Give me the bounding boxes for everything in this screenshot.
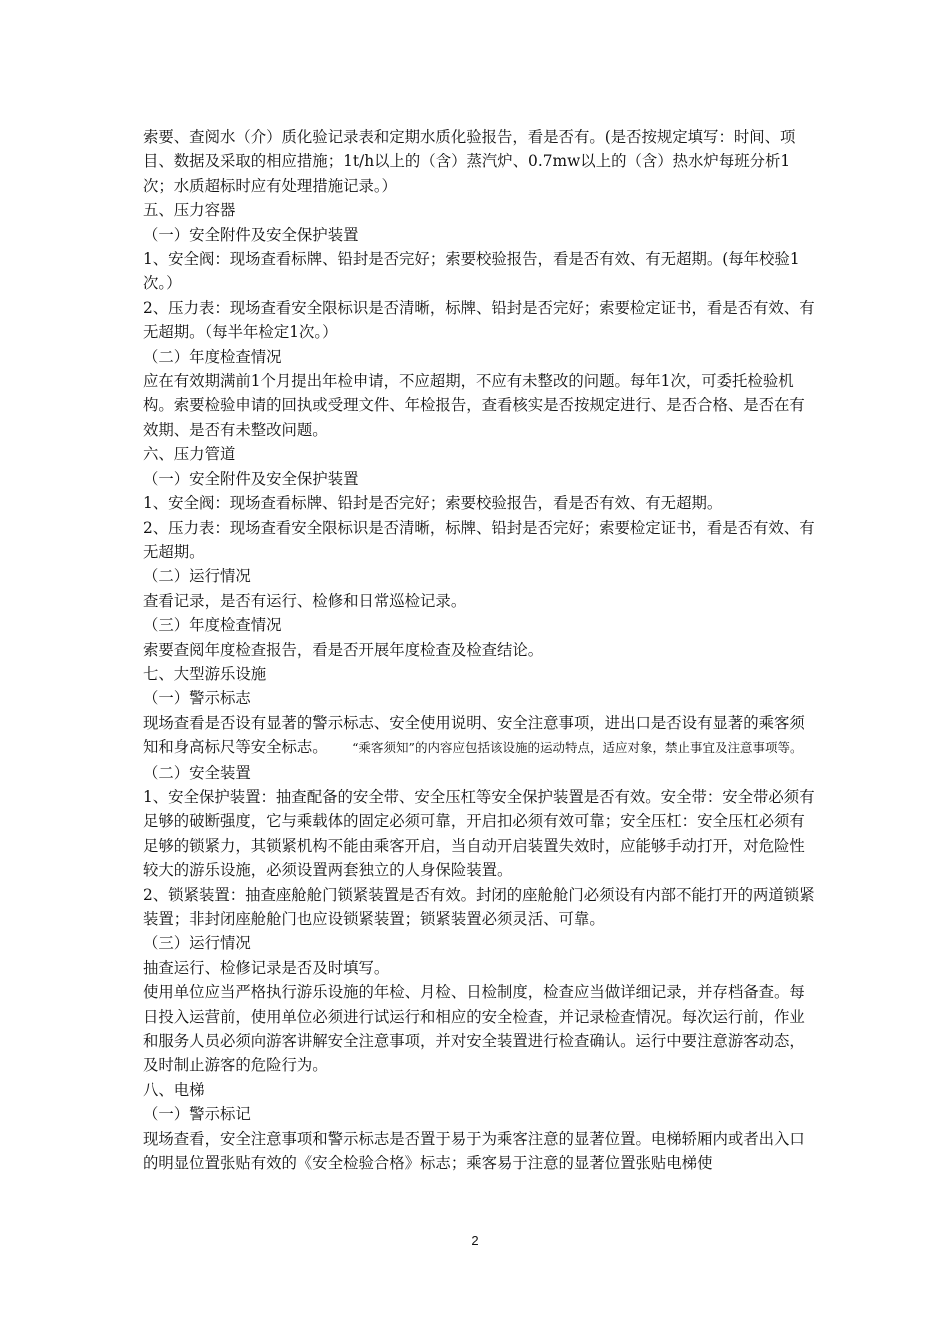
- section-heading: 七、大型游乐设施: [143, 664, 267, 683]
- paragraph: 使用单位应当严格执行游乐设施的年检、月检、日检制度，检查应当做详细记录，并存档备查。每日投入运营前，使用单位必须进行试运行和相应的安全检查，并记录检查情况。每次运行前，作业和服务人员必须向游客讲解安全注意事项，并对安全装置进行检查确认。运行中要注意游客动态，及时制止游客的危险行为。: [143, 983, 805, 1075]
- paragraph-small-note: “乘客须知”的内容应包括该设施的运动特点，适应对象，禁止事宜及注意事项等。: [352, 740, 803, 756]
- subsection-heading: （三）年度检查情况: [143, 616, 282, 635]
- paragraph: 现场查看，安全注意事项和警示标志是否置于易于为乘客注意的显著位置。电梯轿厢内或者出入口的明显位置张贴有效的《安全检验合格》标志；乘客易于注意的显著位置张贴电梯使: [143, 1129, 805, 1173]
- paragraph: 2、压力表：现场查看安全限标识是否清晰，标牌、铅封是否完好；索要检定证书，看是否有效、有无超期。（每半年检定1次。）: [143, 298, 815, 342]
- section-heading: 八、电梯: [143, 1080, 205, 1099]
- subsection-heading: （三）运行情况: [143, 934, 251, 953]
- section-heading: 六、压力管道: [143, 445, 236, 464]
- paragraph: [143, 711, 815, 761]
- paragraph: 2、压力表：现场查看安全限标识是否清晰，标牌、铅封是否完好；索要检定证书，看是否有效、有无超期。: [143, 518, 815, 561]
- paragraph: 1、安全阀：现场查看标牌、铅封是否完好；索要校验报告，看是否有效、有无超期。: [143, 494, 723, 513]
- paragraph: 应在有效期满前1个月提出年检申请，不应超期，不应有未整改的问题。每年1次，可委托检验机构。索要检验申请的回执或受理文件、年检报告，查看核实是否按规定进行、是否合格、是否在有效期、是否有未整改问题。: [143, 372, 805, 439]
- section-heading: 五、压力容器: [143, 201, 236, 220]
- document-body: [143, 125, 815, 1175]
- paragraph: 查看记录，是否有运行、检修和日常巡检记录。: [143, 591, 467, 610]
- subsection-heading: （一）警示标记: [143, 1105, 251, 1124]
- subsection-heading: （一）安全附件及安全保护装置: [143, 469, 359, 488]
- paragraph-main-text: 现场查看是否设有显著的警示标志、安全使用说明、安全注意事项，进出口是否设有显著的乘客须知和身高标尺等安全标志。: [143, 713, 805, 757]
- subsection-heading: （一）安全附件及安全保护装置: [143, 225, 359, 244]
- paragraph: 索要查阅年度检查报告，看是否开展年度检查及检查结论。: [143, 640, 544, 659]
- paragraph: 抽查运行、检修记录是否及时填写。: [143, 958, 390, 977]
- subsection-heading: （二）年度检查情况: [143, 347, 282, 366]
- subsection-heading: （二）安全装置: [143, 763, 251, 782]
- subsection-heading: （一）警示标志: [143, 689, 251, 708]
- paragraph: 索要、查阅水（介）质化验记录表和定期水质化验报告，看是否有。(是否按规定填写：时间、项目、数据及采取的相应措施；1t/h以上的（含）蒸汽炉、0.7mw以上的（含）热水炉每班分析1次；水质超标时应有处理措施记录。）: [143, 128, 796, 195]
- paragraph: 2、锁紧装置：抽查座舱舱门锁紧装置是否有效。封闭的座舱舱门必须设有内部不能打开的两道锁紧装置；非封闭座舱舱门也应设锁紧装置；锁紧装置必须灵活、可靠。: [143, 885, 815, 928]
- paragraph: 1、安全保护装置：抽查配备的安全带、安全压杠等安全保护装置是否有效。安全带：安全带必须有足够的破断强度，它与乘载体的固定必须可靠，开启扣必须有效可靠；安全压杠：安全压杠必须有足够的锁紧力，其锁紧机构不能由乘客开启，当自动开启装置失效时，应能够手动打开，对危险性较大的游乐设施，必须设置两套独立的人身保险装置。: [143, 787, 815, 880]
- paragraph: 1、安全阀：现场查看标牌、铅封是否完好；索要校验报告，看是否有效、有无超期。(每年校验1次。）: [143, 250, 800, 293]
- subsection-heading: （二）运行情况: [143, 567, 251, 586]
- page-number: 2: [471, 1233, 479, 1248]
